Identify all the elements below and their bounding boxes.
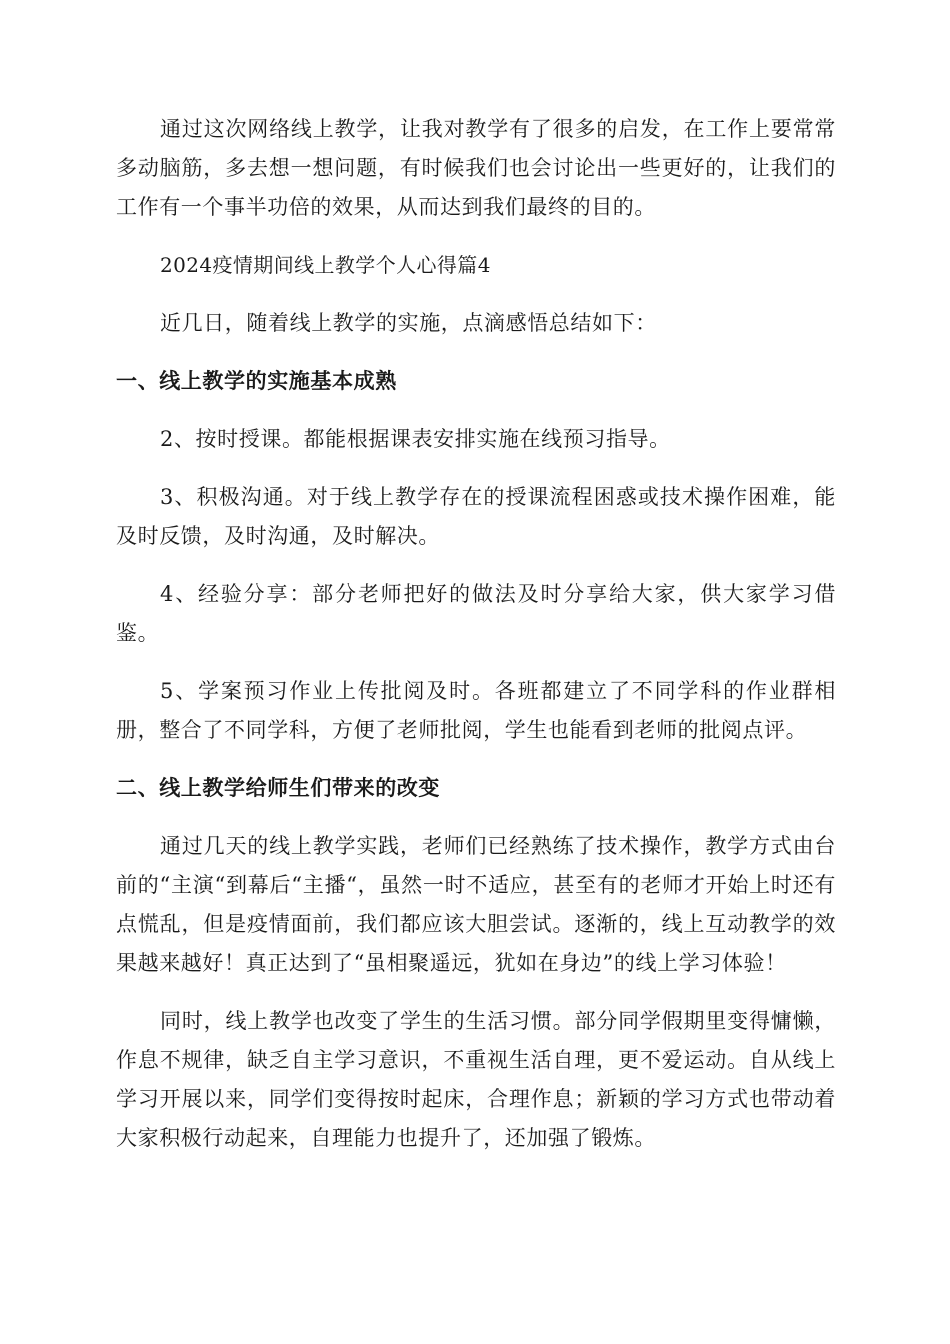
list-item-2: 2、按时授课。都能根据课表安排实施在线预习指导。 [160, 427, 671, 451]
list-item-4: 4、经验分享：部分老师把好的做法及时分享给大家，供大家学习借鉴。 [116, 582, 836, 645]
heading-two: 二、线上教学给师生们带来的改变 [116, 776, 440, 800]
paragraph-practice: 通过几天的线上教学实践，老师们已经熟练了技术操作，教学方式由台前的“主演“到幕后“主播“，虽然一时不适应，甚至有的老师才开始上时还有点慌乱，但是疫情面前，我们都应该大胆尝试。逐渐的，线上互动教学的效果越来越好！真正达到了“虽相聚遥远，犹如在身边”的线上学习体验！ [116, 834, 836, 975]
list-item-5: 5、学案预习作业上传批阅及时。各班都建立了不同学科的作业群相册，整合了不同学科，方便了老师批阅，学生也能看到老师的批阅点评。 [116, 679, 836, 742]
paragraph-intro: 通过这次网络线上教学，让我对教学有了很多的启发，在工作上要常常多动脑筋，多去想一想问题，有时候我们也会讨论出一些更好的，让我们的工作有一个事半功倍的效果，从而达到我们最终的目的。 [116, 117, 836, 219]
section-title: 2024疫情期间线上教学个人心得篇4 [160, 253, 491, 277]
document-page [116, 110, 836, 1177]
list-item-3: 3、积极沟通。对于线上教学存在的授课流程困惑或技术操作困难，能及时反馈，及时沟通，及时解决。 [116, 485, 836, 548]
paragraph-lead: 近几日，随着线上教学的实施，点滴感悟总结如下： [160, 311, 657, 335]
heading-one: 一、线上教学的实施基本成熟 [116, 369, 397, 393]
paragraph-habits: 同时，线上教学也改变了学生的生活习惯。部分同学假期里变得慵懒，作息不规律，缺乏自主学习意识，不重视生活自理，更不爱运动。自从线上学习开展以来，同学们变得按时起床，合理作息；新颖的学习方式也带动着大家积极行动起来，自理能力也提升了，还加强了锻炼。 [116, 1009, 836, 1150]
